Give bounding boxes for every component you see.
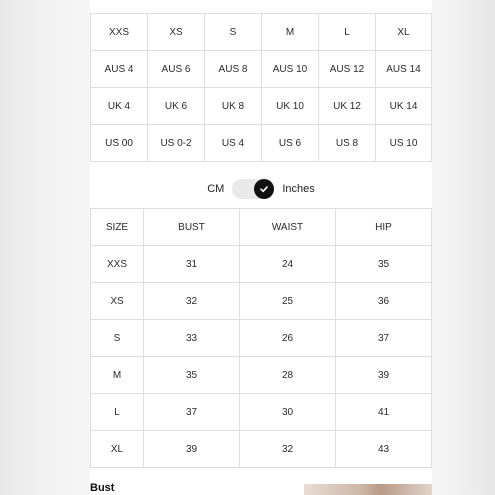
- size-cell: XS: [91, 283, 144, 320]
- check-icon: [259, 184, 269, 194]
- conversion-row-uk: [91, 88, 432, 125]
- conversion-cell: AUS 12: [319, 51, 376, 88]
- unit-label-inches[interactable]: Inches: [282, 183, 315, 195]
- conversion-row-letter: [91, 14, 432, 51]
- table-row: [91, 283, 432, 320]
- table-row: [91, 320, 432, 357]
- bust-section-heading: Bust: [90, 482, 115, 494]
- hip-cell: 41: [336, 394, 432, 431]
- conversion-cell: US 4: [205, 125, 262, 162]
- bust-cell: 37: [144, 394, 240, 431]
- waist-cell: 25: [240, 283, 336, 320]
- size-cell: M: [91, 357, 144, 394]
- conversion-row-aus: [91, 51, 432, 88]
- conversion-cell: UK 4: [91, 88, 148, 125]
- conversion-cell: XL: [376, 14, 432, 51]
- size-cell: L: [91, 394, 144, 431]
- bust-measurement-photo: [304, 484, 432, 495]
- column-header-hip: HIP: [336, 209, 432, 246]
- size-cell: XL: [91, 431, 144, 468]
- conversion-cell: US 00: [91, 125, 148, 162]
- hip-cell: 36: [336, 283, 432, 320]
- conversion-cell: AUS 10: [262, 51, 319, 88]
- conversion-cell: US 10: [376, 125, 432, 162]
- size-guide-panel: [90, 0, 432, 495]
- conversion-cell: XS: [148, 14, 205, 51]
- table-row: [91, 246, 432, 283]
- waist-cell: 28: [240, 357, 336, 394]
- unit-label-cm[interactable]: CM: [207, 183, 225, 195]
- bust-cell: 35: [144, 357, 240, 394]
- conversion-cell: AUS 14: [376, 51, 432, 88]
- conversion-cell: M: [262, 14, 319, 51]
- column-header-size: SIZE: [91, 209, 144, 246]
- table-row: [91, 431, 432, 468]
- waist-cell: 26: [240, 320, 336, 357]
- waist-cell: 32: [240, 431, 336, 468]
- bust-cell: 31: [144, 246, 240, 283]
- conversion-cell: UK 6: [148, 88, 205, 125]
- conversion-cell: US 8: [319, 125, 376, 162]
- unit-toggle-row: [90, 176, 432, 202]
- size-cell: S: [91, 320, 144, 357]
- table-row: [91, 394, 432, 431]
- bust-cell: 33: [144, 320, 240, 357]
- conversion-cell: S: [205, 14, 262, 51]
- column-header-bust: BUST: [144, 209, 240, 246]
- table-row: [91, 357, 432, 394]
- conversion-cell: US 6: [262, 125, 319, 162]
- waist-cell: 24: [240, 246, 336, 283]
- waist-cell: 30: [240, 394, 336, 431]
- conversion-cell: UK 8: [205, 88, 262, 125]
- conversion-cell: UK 10: [262, 88, 319, 125]
- conversion-cell: AUS 6: [148, 51, 205, 88]
- conversion-cell: AUS 4: [91, 51, 148, 88]
- conversion-cell: XXS: [91, 14, 148, 51]
- size-conversion-table: [90, 13, 432, 162]
- conversion-cell: UK 12: [319, 88, 376, 125]
- measurements-header-row: [91, 209, 432, 246]
- conversion-cell: L: [319, 14, 376, 51]
- bust-cell: 32: [144, 283, 240, 320]
- hip-cell: 35: [336, 246, 432, 283]
- bust-cell: 39: [144, 431, 240, 468]
- conversion-row-us: [91, 125, 432, 162]
- hip-cell: 37: [336, 320, 432, 357]
- hip-cell: 43: [336, 431, 432, 468]
- conversion-cell: US 0-2: [148, 125, 205, 162]
- unit-toggle-knob[interactable]: [254, 179, 274, 199]
- conversion-cell: AUS 8: [205, 51, 262, 88]
- column-header-waist: WAIST: [240, 209, 336, 246]
- conversion-cell: UK 14: [376, 88, 432, 125]
- hip-cell: 39: [336, 357, 432, 394]
- measurements-table: [90, 208, 432, 468]
- size-cell: XXS: [91, 246, 144, 283]
- unit-toggle-switch[interactable]: [232, 179, 274, 199]
